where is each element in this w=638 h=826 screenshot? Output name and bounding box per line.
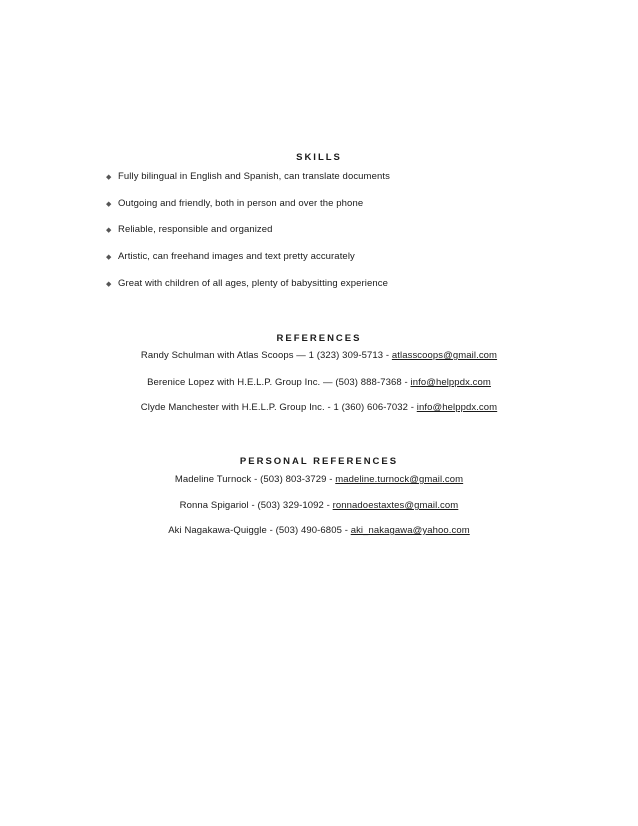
diamond-bullet-icon: ◆ (106, 200, 112, 208)
skill-text: Great with children of all ages, plenty of babysitting experience (118, 278, 389, 289)
personal-reference-text: Aki Nagakawa-Quiggle - (503) 490-6805 - (168, 525, 351, 536)
reference-text: Randy Schulman with Atlas Scoops — 1 (323) 309-5713 - (140, 350, 392, 361)
personal-reference-text: Ronna Spigariol - (503) 329-1092 - (179, 500, 333, 511)
skill-text: Artistic, can freehand images and text pretty accurately (118, 251, 355, 262)
personal-reference-email-link[interactable]: ronnadoestaxtes@gmail.com (332, 500, 459, 511)
reference-email-link[interactable]: atlasscoops@gmail.com (391, 350, 498, 361)
skill-text: Reliable, responsible and organized (118, 224, 273, 235)
reference-line (0, 402, 638, 413)
reference-email-link[interactable]: info@helppdx.com (410, 377, 491, 388)
reference-line (0, 350, 638, 361)
diamond-bullet-icon: ◆ (106, 173, 112, 181)
reference-line (0, 377, 638, 388)
references-heading: REFERENCES (276, 333, 362, 344)
personal-reference-text: Madeline Turnock - (503) 803-3729 - (174, 474, 336, 485)
skill-item (106, 251, 355, 262)
diamond-bullet-icon: ◆ (106, 253, 112, 261)
skill-text: Outgoing and friendly, both in person and over the phone (118, 198, 364, 209)
skill-item (106, 224, 273, 235)
skill-item (106, 198, 363, 209)
reference-text: Clyde Manchester with H.E.L.P. Group Inc. - 1 (360) 606-7032 - (140, 402, 417, 413)
skill-text: Fully bilingual in English and Spanish, can translate documents (118, 171, 390, 182)
personal-reference-line (0, 500, 638, 511)
skills-heading: SKILLS (296, 152, 342, 163)
personal-references-heading: PERSONAL REFERENCES (239, 456, 399, 467)
skill-item (106, 278, 388, 289)
personal-reference-email-link[interactable]: madeline.turnock@gmail.com (335, 474, 464, 485)
personal-reference-email-link[interactable]: aki_nakagawa@yahoo.com (350, 525, 470, 536)
personal-reference-line (0, 474, 638, 485)
diamond-bullet-icon: ◆ (106, 226, 112, 234)
reference-text: Berenice Lopez with H.E.L.P. Group Inc. — (503) 888-7368 - (147, 377, 411, 388)
skill-item (106, 171, 390, 182)
diamond-bullet-icon: ◆ (106, 280, 112, 288)
reference-email-link[interactable]: info@helppdx.com (416, 402, 498, 413)
personal-reference-line (0, 525, 638, 536)
